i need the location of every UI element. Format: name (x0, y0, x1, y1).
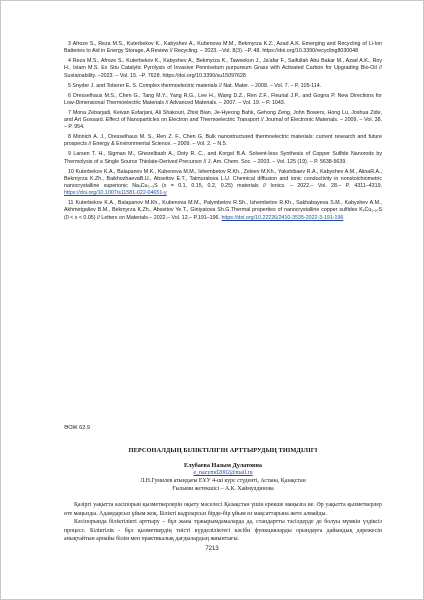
author-email-link[interactable]: e_nazymd2002@mail.ru (193, 470, 253, 476)
reference-item (64, 93, 382, 107)
reference-item (64, 41, 382, 55)
reference-text: 11 Kuterbekov K.A., Balapanov M.Kh., Kubenova M.M., Palymbetov R.Sh., Ishembetov R.Kh., Sakhabayeva S.M., Kabyshev A.M., Akhmetgaliev B.M., Bekmyrza K.Zh., Abseitov Ye.T., Giniyatova Sh.G.Thermal properties of nanocrystalline copper sulfides KₓCu₁.₉₇S (0 < x < 0.05) // Letters on Materials.– 2022.– Vol. 12.– P.191–196. (64, 200, 382, 221)
reference-item (64, 169, 382, 198)
reference-item (64, 83, 382, 90)
page-number: 7213 (205, 546, 219, 552)
author-name: Елубаева Назым Дулатовна (183, 462, 262, 469)
doi-link[interactable]: https://doi.org/10.1007/s11581-022-04651-y (64, 190, 167, 197)
reference-item (64, 151, 382, 165)
reference-item (64, 134, 382, 148)
reference-text: 7 Mona Zebarjadi, Keivan Esfarjani, Ali Shakouri, Zhixi Bian, Je-Hyeong Bahk, Gehong Zeng, John Bowers, Hong Lu, Joshua Zide, and Art Gossard. Effect of Nanoparticles on Electron and Thermoelectric Transport // Journal of Electronic Materials. – 2009. – Vol. 38. – P. 954. (64, 109, 382, 131)
reference-text: 6 Dresselhaus M.S., Chen G., Tang M.Y., Yang R.G., Lee H., Wang D.Z., Ren Z.F., Fleurial J.P., and Gogna P. New Directions for Low-Dimensional Thermoelectric Materials // Advanced Materials. – 2007. – Vol. 19. – P. 1043. (64, 92, 382, 106)
reference-item (64, 200, 382, 222)
reference-text: 4 Reza M.S., Afroze S., Kuterbekov K., Kabyshev A., Bekmyrza K., Taweekun J., Ja'afar F., Saifullah Abu Bakar M., Azad A.K., Roy H., Islam M.S. Ex Situ Catalytic Pyrolysis of Invasive Pennisetum purpureum Grass with Activated Carbon for Upgrading Bio-Oil // Sustainability. –2023. – Vol. 15. –P. 7628. https://doi.org/10.3390/su15097628 (64, 58, 382, 79)
reference-text: 10 Kuterbekov K.A., Balapanov M.K., Kubenova M.M., Ishembetov R.Kh., Zeleev M.Kh., Yakshibaev R.A., Kabyshev A.M., AlinaR.A., Bekmyrza K.Zh., BaikhozhaevaB.U., Abseitov E.T., Taimuratova L.U. Chemical diffusion and ionic conductivity in nonstoichiometric nanocrystalline superionic NaₓCu₂₋ₓS (x = 0.1, 0.15, 0.2, 0.25) materials // Ionics. – 2022.– Vol. 28.– P. 4311–4319. (64, 168, 382, 190)
reference-text: 9 Larsen T. H., Sigman M., Ghezelbash A., Doty R. C., and Korgel B.A. Solvent-less Synthesis of Copper Sulfide Nanorods by Thermolysis of a Single Source Thiolate-Derived Precursor // J. Am. Chem. Soc. – 2003. – Vol. 125 (19). – P. 5638-5639. (64, 151, 382, 165)
doi-link[interactable]: https://doi.org/10.22226/2410-3535-2022-3-191-196 (221, 214, 344, 221)
article-body (64, 501, 382, 544)
reference-item (64, 58, 382, 80)
reference-item (64, 110, 382, 132)
supervisor-line: Ғылыми жетекшісі – А.К. Хаймулдинова (172, 486, 274, 492)
author-affiliation: Л.Н.Гумилев атындағы ЕҰУ 4-ші курс студенті, Астана, Қазақстан (140, 478, 306, 484)
reference-list (64, 41, 382, 225)
reference-text: 5 Snyder J. and Toberer E. S. Complex thermoelectric materials // Nat. Mater. – 2008. – Vol. 7. – P. 105-114. (68, 82, 322, 89)
udc-code: ӘОЖ 62.9 (64, 425, 91, 431)
article-title: ПЕРСОНАЛДЫҢ БІЛІКТІЛІГІН АРТТЫРУДЫҢ ТИІМДІЛІГІ (128, 447, 318, 454)
body-paragraph: Қазіргі уақытта кәсіпорын қызметкерлерін оқыту мәселесі Қазақстан үшін ерекше маңызға ие. Әр уақытта қызметкерлер өте маңызды. Адамдарсыз ұйым жоқ. Білікті кадрларсыз бірде-бір ұйым өз мақсаттарына жете алмайды. (64, 502, 382, 517)
reference-text: 8 Minnich A. J., Dresselhaus M. S., Ren Z. F., Chen G. Bulk nanostructured thermoelectric materials: current research and future prospects // Energy & Environmental Science. – 2009. – Vol. 2. – N.5. (64, 134, 382, 148)
body-paragraph: Кәсіпорында біліктілікті арттыру – бұл жана тұжырымдамаларда да, стандартты тәсілдерде де болуы мүмкін үздіксіз процесс. Біліктілік - бұл қызметкердің тиісті күрделіліктегі кәсіби функцияларды орындауға дайындық дәрежесін анықтайтын арнайы білім мен практикалық дағдылардың жиынтығы. (64, 519, 382, 542)
reference-text: 3 Afroze S., Reza M.S., Kuterbekov K., Kabyshev A., Kubenova M.M., Bekmyrza K.Z., Azad A.K. Emerging and Recycling of Li-Ion Batteries to Aid in Energy Storage, A Review // Recycling. – 2023. –Vol. 8(3). –P. 48. https://doi.org/10.3390/recycling8030048 (64, 41, 382, 55)
